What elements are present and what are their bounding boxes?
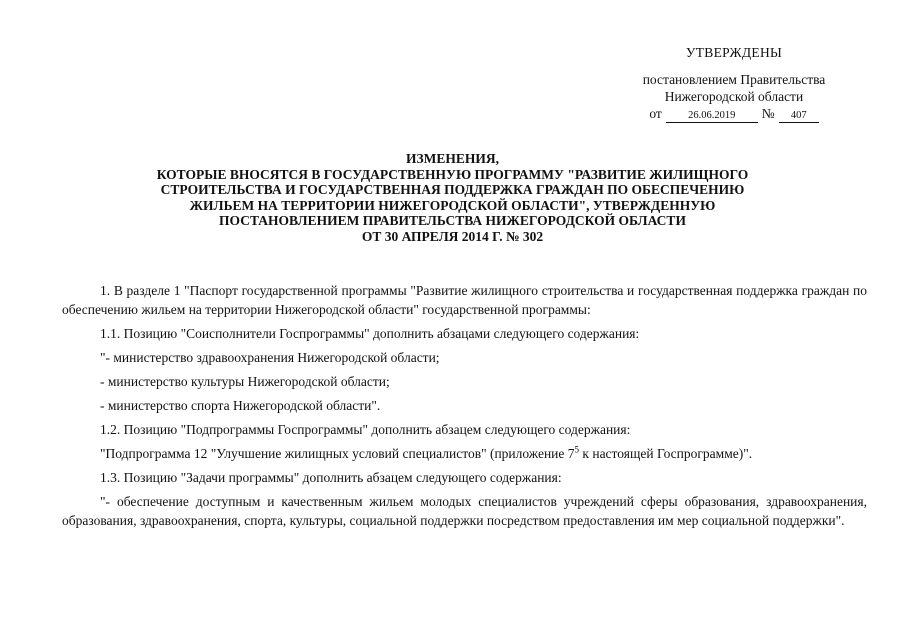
paragraph-subprogram-12 bbox=[62, 444, 867, 463]
title-line-2: КОТОРЫЕ ВНОСЯТСЯ В ГОСУДАРСТВЕННУЮ ПРОГРАММУ "РАЗВИТИЕ ЖИЛИЩНОГО bbox=[156, 166, 749, 182]
paragraph-culture-ministry: - министерство культуры Нижегородской области; bbox=[100, 374, 390, 389]
paragraph-1: 1. В разделе 1 "Паспорт государственной программы "Развитие жилищного строительства и государственная поддержка граждан по обеспечению жильем на территории Нижегородской области" государственной программы: bbox=[62, 283, 867, 317]
title-line-3: СТРОИТЕЛЬСТВА И ГОСУДАРСТВЕННАЯ ПОДДЕРЖКА ГРАЖДАН ПО ОБЕСПЕЧЕНИЮ bbox=[160, 182, 745, 197]
appendix-superscript: 5 bbox=[574, 444, 580, 455]
paragraph-1-3: 1.3. Позицию "Задачи программы" дополнить абзацем следующего содержания: bbox=[100, 470, 562, 485]
title-line-6: ОТ 30 АПРЕЛЯ 2014 Г. № 302 bbox=[361, 228, 544, 244]
paragraph-1-1: 1.1. Позицию "Соисполнители Госпрограммы" дополнить абзацами следующего содержания: bbox=[100, 326, 640, 341]
from-label: от bbox=[649, 106, 662, 121]
paragraph-tasks: "- обеспечение доступным и качественным жильем молодых специалистов учреждений сферы образования, здравоохранения, образования, здравоохранения, спорта, культуры, социальной поддержки посредством предоставления им мер социальной поддержки". bbox=[62, 494, 867, 528]
title-line-4: ЖИЛЬЕМ НА ТЕРРИТОРИИ НИЖЕГОРОДСКОЙ ОБЛАСТИ", УТВЕРЖДЕННУЮ bbox=[189, 197, 716, 213]
approval-dateline bbox=[619, 105, 849, 123]
approval-date: 26.06.2019 bbox=[666, 109, 758, 123]
paragraph-1-2: 1.2. Позицию "Подпрограммы Госпрограммы" дополнить абзацем следующего содержания: bbox=[100, 422, 631, 437]
approval-heading: УТВЕРЖДЕНЫ bbox=[685, 45, 783, 60]
approval-block bbox=[619, 44, 849, 123]
paragraph-health-ministry: "- министерство здравоохранения Нижегородской области; bbox=[100, 350, 440, 365]
subprogram-text-end: к настоящей Госпрограмме)". bbox=[579, 446, 753, 461]
approval-line-2: Нижегородской области bbox=[664, 89, 804, 104]
paragraph-sport-ministry: - министерство спорта Нижегородской области". bbox=[100, 398, 381, 413]
title-line-5: ПОСТАНОВЛЕНИЕМ ПРАВИТЕЛЬСТВА НИЖЕГОРОДСКОЙ ОБЛАСТИ bbox=[219, 213, 686, 228]
document-title bbox=[0, 151, 905, 244]
number-label: № bbox=[761, 106, 775, 121]
document-body bbox=[62, 281, 867, 535]
approval-number: 407 bbox=[779, 109, 819, 123]
title-line-1: ИЗМЕНЕНИЯ, bbox=[405, 151, 499, 166]
approval-line-1: постановлением Правительства bbox=[642, 72, 826, 87]
subprogram-text: "Подпрограмма 12 "Улучшение жилищных условий специалистов" (приложение 7 bbox=[100, 446, 575, 461]
